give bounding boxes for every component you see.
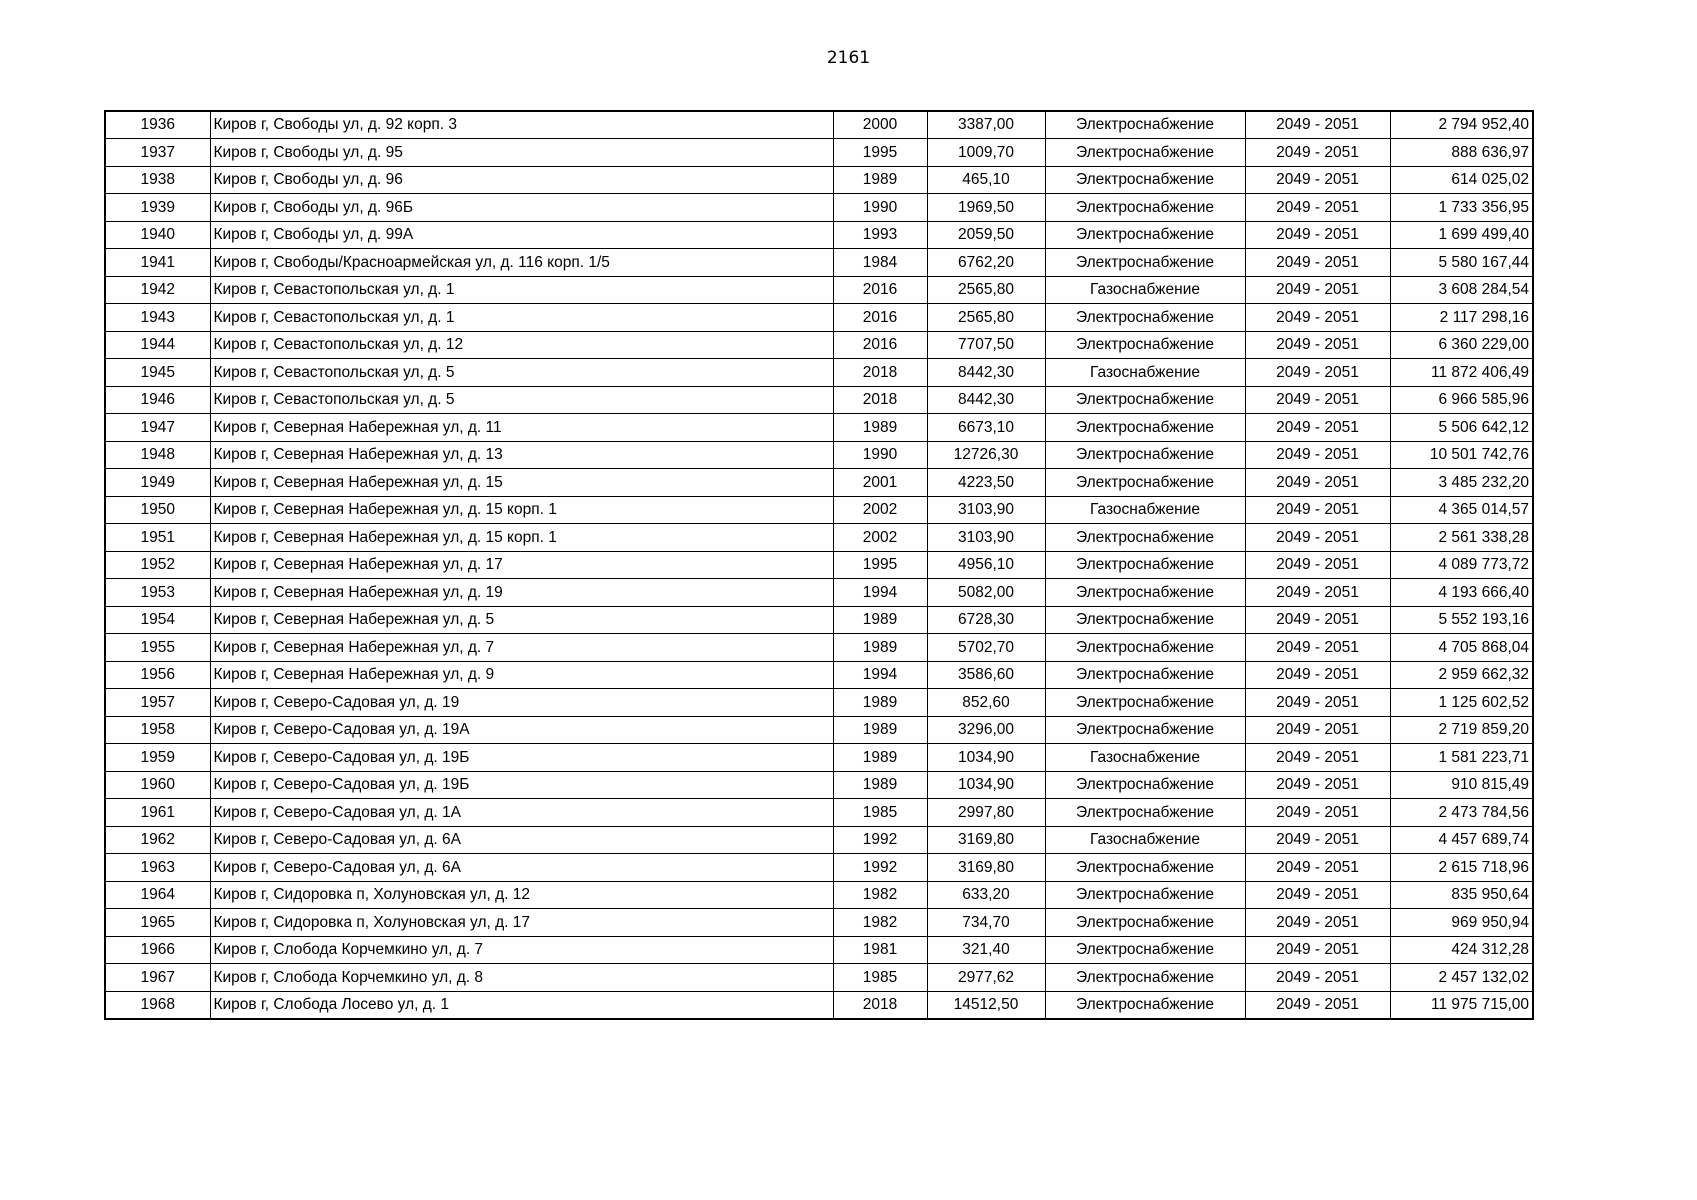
- row-number: 1940: [105, 221, 210, 249]
- cost-cell: 5 552 193,16: [1390, 606, 1533, 634]
- service-cell: Газоснабжение: [1045, 359, 1245, 387]
- table-row: [105, 221, 1533, 249]
- year-cell: 1994: [833, 579, 927, 607]
- cost-cell: 2 117 298,16: [1390, 304, 1533, 332]
- period-cell: 2049 - 2051: [1245, 854, 1390, 882]
- cost-cell: 835 950,64: [1390, 881, 1533, 909]
- year-cell: 2001: [833, 469, 927, 497]
- year-cell: 1985: [833, 964, 927, 992]
- address-cell: Киров г, Северо-Садовая ул, д. 6А: [210, 826, 833, 854]
- table-row: [105, 909, 1533, 937]
- service-cell: Электроснабжение: [1045, 304, 1245, 332]
- service-cell: Электроснабжение: [1045, 111, 1245, 139]
- year-cell: 2018: [833, 359, 927, 387]
- registry-table: [104, 110, 1534, 1020]
- cost-cell: 1 125 602,52: [1390, 689, 1533, 717]
- period-cell: 2049 - 2051: [1245, 634, 1390, 662]
- year-cell: 1989: [833, 716, 927, 744]
- period-cell: 2049 - 2051: [1245, 359, 1390, 387]
- table-row: [105, 139, 1533, 167]
- address-cell: Киров г, Севастопольская ул, д. 5: [210, 386, 833, 414]
- cost-cell: 4 193 666,40: [1390, 579, 1533, 607]
- row-number: 1959: [105, 744, 210, 772]
- cost-cell: 2 457 132,02: [1390, 964, 1533, 992]
- service-cell: Электроснабжение: [1045, 606, 1245, 634]
- table-row: [105, 469, 1533, 497]
- area-cell: 633,20: [927, 881, 1045, 909]
- row-number: 1939: [105, 194, 210, 222]
- address-cell: Киров г, Севастопольская ул, д. 1: [210, 304, 833, 332]
- service-cell: Электроснабжение: [1045, 964, 1245, 992]
- year-cell: 1985: [833, 799, 927, 827]
- year-cell: 1994: [833, 661, 927, 689]
- address-cell: Киров г, Свободы ул, д. 95: [210, 139, 833, 167]
- row-number: 1966: [105, 936, 210, 964]
- table-row: [105, 854, 1533, 882]
- area-cell: 8442,30: [927, 386, 1045, 414]
- period-cell: 2049 - 2051: [1245, 386, 1390, 414]
- row-number: 1937: [105, 139, 210, 167]
- table-row: [105, 964, 1533, 992]
- area-cell: 852,60: [927, 689, 1045, 717]
- address-cell: Киров г, Слобода Лосево ул, д. 1: [210, 991, 833, 1019]
- year-cell: 1989: [833, 166, 927, 194]
- service-cell: Газоснабжение: [1045, 496, 1245, 524]
- table-row: [105, 634, 1533, 662]
- cost-cell: 888 636,97: [1390, 139, 1533, 167]
- address-cell: Киров г, Северная Набережная ул, д. 19: [210, 579, 833, 607]
- address-cell: Киров г, Северная Набережная ул, д. 11: [210, 414, 833, 442]
- area-cell: 1034,90: [927, 744, 1045, 772]
- row-number: 1936: [105, 111, 210, 139]
- address-cell: Киров г, Северная Набережная ул, д. 13: [210, 441, 833, 469]
- cost-cell: 5 506 642,12: [1390, 414, 1533, 442]
- row-number: 1944: [105, 331, 210, 359]
- address-cell: Киров г, Слобода Корчемкино ул, д. 8: [210, 964, 833, 992]
- table-row: [105, 496, 1533, 524]
- table-row: [105, 276, 1533, 304]
- cost-cell: 4 457 689,74: [1390, 826, 1533, 854]
- row-number: 1958: [105, 716, 210, 744]
- period-cell: 2049 - 2051: [1245, 496, 1390, 524]
- row-number: 1960: [105, 771, 210, 799]
- address-cell: Киров г, Севастопольская ул, д. 12: [210, 331, 833, 359]
- address-cell: Киров г, Сидоровка п, Холуновская ул, д. 17: [210, 909, 833, 937]
- period-cell: 2049 - 2051: [1245, 606, 1390, 634]
- address-cell: Киров г, Свободы ул, д. 96Б: [210, 194, 833, 222]
- year-cell: 1981: [833, 936, 927, 964]
- period-cell: 2049 - 2051: [1245, 551, 1390, 579]
- period-cell: 2049 - 2051: [1245, 771, 1390, 799]
- area-cell: 3169,80: [927, 854, 1045, 882]
- area-cell: 2977,62: [927, 964, 1045, 992]
- service-cell: Электроснабжение: [1045, 194, 1245, 222]
- area-cell: 4956,10: [927, 551, 1045, 579]
- row-number: 1956: [105, 661, 210, 689]
- row-number: 1948: [105, 441, 210, 469]
- row-number: 1964: [105, 881, 210, 909]
- table-row: [105, 331, 1533, 359]
- area-cell: 2565,80: [927, 276, 1045, 304]
- page-number: 2161: [826, 48, 871, 68]
- row-number: 1946: [105, 386, 210, 414]
- area-cell: 6728,30: [927, 606, 1045, 634]
- area-cell: 12726,30: [927, 441, 1045, 469]
- table-row: [105, 359, 1533, 387]
- cost-cell: 6 966 585,96: [1390, 386, 1533, 414]
- year-cell: 1989: [833, 606, 927, 634]
- area-cell: 3103,90: [927, 524, 1045, 552]
- period-cell: 2049 - 2051: [1245, 991, 1390, 1019]
- area-cell: 2059,50: [927, 221, 1045, 249]
- year-cell: 1992: [833, 826, 927, 854]
- service-cell: Электроснабжение: [1045, 221, 1245, 249]
- cost-cell: 2 794 952,40: [1390, 111, 1533, 139]
- year-cell: 1995: [833, 551, 927, 579]
- period-cell: 2049 - 2051: [1245, 909, 1390, 937]
- year-cell: 2016: [833, 304, 927, 332]
- row-number: 1961: [105, 799, 210, 827]
- service-cell: Электроснабжение: [1045, 881, 1245, 909]
- period-cell: 2049 - 2051: [1245, 689, 1390, 717]
- address-cell: Киров г, Северо-Садовая ул, д. 19Б: [210, 771, 833, 799]
- row-number: 1962: [105, 826, 210, 854]
- row-number: 1968: [105, 991, 210, 1019]
- period-cell: 2049 - 2051: [1245, 441, 1390, 469]
- table-row: [105, 551, 1533, 579]
- service-cell: Электроснабжение: [1045, 579, 1245, 607]
- service-cell: Газоснабжение: [1045, 826, 1245, 854]
- year-cell: 1995: [833, 139, 927, 167]
- table-row: [105, 936, 1533, 964]
- period-cell: 2049 - 2051: [1245, 111, 1390, 139]
- address-cell: Киров г, Северо-Садовая ул, д. 19: [210, 689, 833, 717]
- period-cell: 2049 - 2051: [1245, 661, 1390, 689]
- area-cell: 3296,00: [927, 716, 1045, 744]
- row-number: 1957: [105, 689, 210, 717]
- cost-cell: 2 959 662,32: [1390, 661, 1533, 689]
- period-cell: 2049 - 2051: [1245, 166, 1390, 194]
- area-cell: 465,10: [927, 166, 1045, 194]
- year-cell: 1989: [833, 689, 927, 717]
- table-row: [105, 689, 1533, 717]
- area-cell: 2997,80: [927, 799, 1045, 827]
- cost-cell: 3 608 284,54: [1390, 276, 1533, 304]
- area-cell: 3103,90: [927, 496, 1045, 524]
- row-number: 1947: [105, 414, 210, 442]
- period-cell: 2049 - 2051: [1245, 304, 1390, 332]
- row-number: 1945: [105, 359, 210, 387]
- cost-cell: 4 705 868,04: [1390, 634, 1533, 662]
- service-cell: Электроснабжение: [1045, 661, 1245, 689]
- address-cell: Киров г, Севастопольская ул, д. 5: [210, 359, 833, 387]
- row-number: 1952: [105, 551, 210, 579]
- address-cell: Киров г, Северная Набережная ул, д. 15 корп. 1: [210, 496, 833, 524]
- year-cell: 1992: [833, 854, 927, 882]
- cost-cell: 2 473 784,56: [1390, 799, 1533, 827]
- table-row: [105, 606, 1533, 634]
- area-cell: 1969,50: [927, 194, 1045, 222]
- area-cell: 5702,70: [927, 634, 1045, 662]
- area-cell: 5082,00: [927, 579, 1045, 607]
- table-row: [105, 304, 1533, 332]
- row-number: 1938: [105, 166, 210, 194]
- table-row: [105, 414, 1533, 442]
- area-cell: 321,40: [927, 936, 1045, 964]
- row-number: 1963: [105, 854, 210, 882]
- period-cell: 2049 - 2051: [1245, 249, 1390, 277]
- year-cell: 2002: [833, 524, 927, 552]
- address-cell: Киров г, Сидоровка п, Холуновская ул, д. 12: [210, 881, 833, 909]
- period-cell: 2049 - 2051: [1245, 524, 1390, 552]
- service-cell: Электроснабжение: [1045, 716, 1245, 744]
- address-cell: Киров г, Свободы ул, д. 92 корп. 3: [210, 111, 833, 139]
- address-cell: Киров г, Северная Набережная ул, д. 9: [210, 661, 833, 689]
- service-cell: Электроснабжение: [1045, 386, 1245, 414]
- address-cell: Киров г, Северо-Садовая ул, д. 19А: [210, 716, 833, 744]
- service-cell: Электроснабжение: [1045, 166, 1245, 194]
- period-cell: 2049 - 2051: [1245, 799, 1390, 827]
- period-cell: 2049 - 2051: [1245, 331, 1390, 359]
- period-cell: 2049 - 2051: [1245, 826, 1390, 854]
- area-cell: 1009,70: [927, 139, 1045, 167]
- area-cell: 1034,90: [927, 771, 1045, 799]
- year-cell: 1990: [833, 441, 927, 469]
- row-number: 1951: [105, 524, 210, 552]
- period-cell: 2049 - 2051: [1245, 139, 1390, 167]
- cost-cell: 4 089 773,72: [1390, 551, 1533, 579]
- service-cell: Электроснабжение: [1045, 249, 1245, 277]
- year-cell: 1982: [833, 909, 927, 937]
- service-cell: Электроснабжение: [1045, 551, 1245, 579]
- period-cell: 2049 - 2051: [1245, 744, 1390, 772]
- service-cell: Газоснабжение: [1045, 276, 1245, 304]
- address-cell: Киров г, Слобода Корчемкино ул, д. 7: [210, 936, 833, 964]
- cost-cell: 1 581 223,71: [1390, 744, 1533, 772]
- area-cell: 3387,00: [927, 111, 1045, 139]
- period-cell: 2049 - 2051: [1245, 936, 1390, 964]
- table-row: [105, 166, 1533, 194]
- row-number: 1949: [105, 469, 210, 497]
- table-row: [105, 661, 1533, 689]
- row-number: 1942: [105, 276, 210, 304]
- table-row: [105, 249, 1533, 277]
- cost-cell: 3 485 232,20: [1390, 469, 1533, 497]
- table-row: [105, 194, 1533, 222]
- table-row: [105, 799, 1533, 827]
- area-cell: 8442,30: [927, 359, 1045, 387]
- cost-cell: 6 360 229,00: [1390, 331, 1533, 359]
- service-cell: Электроснабжение: [1045, 524, 1245, 552]
- table-row: [105, 826, 1533, 854]
- period-cell: 2049 - 2051: [1245, 964, 1390, 992]
- table-row: [105, 771, 1533, 799]
- address-cell: Киров г, Северная Набережная ул, д. 15: [210, 469, 833, 497]
- row-number: 1954: [105, 606, 210, 634]
- service-cell: Электроснабжение: [1045, 689, 1245, 717]
- table-row: [105, 441, 1533, 469]
- row-number: 1943: [105, 304, 210, 332]
- cost-cell: 2 719 859,20: [1390, 716, 1533, 744]
- year-cell: 1989: [833, 414, 927, 442]
- address-cell: Киров г, Севастопольская ул, д. 1: [210, 276, 833, 304]
- row-number: 1953: [105, 579, 210, 607]
- table-row: [105, 744, 1533, 772]
- year-cell: 2018: [833, 386, 927, 414]
- service-cell: Электроснабжение: [1045, 854, 1245, 882]
- service-cell: Электроснабжение: [1045, 139, 1245, 167]
- year-cell: 1993: [833, 221, 927, 249]
- area-cell: 734,70: [927, 909, 1045, 937]
- cost-cell: 1 733 356,95: [1390, 194, 1533, 222]
- cost-cell: 1 699 499,40: [1390, 221, 1533, 249]
- year-cell: 2016: [833, 331, 927, 359]
- address-cell: Киров г, Северо-Садовая ул, д. 19Б: [210, 744, 833, 772]
- address-cell: Киров г, Северная Набережная ул, д. 5: [210, 606, 833, 634]
- address-cell: Киров г, Свободы/Красноармейская ул, д. 116 корп. 1/5: [210, 249, 833, 277]
- address-cell: Киров г, Свободы ул, д. 99А: [210, 221, 833, 249]
- area-cell: 3169,80: [927, 826, 1045, 854]
- row-number: 1955: [105, 634, 210, 662]
- cost-cell: 910 815,49: [1390, 771, 1533, 799]
- period-cell: 2049 - 2051: [1245, 221, 1390, 249]
- row-number: 1950: [105, 496, 210, 524]
- address-cell: Киров г, Северная Набережная ул, д. 15 корп. 1: [210, 524, 833, 552]
- year-cell: 1982: [833, 881, 927, 909]
- cost-cell: 969 950,94: [1390, 909, 1533, 937]
- table-row: [105, 716, 1533, 744]
- year-cell: 1989: [833, 744, 927, 772]
- year-cell: 1984: [833, 249, 927, 277]
- service-cell: Электроснабжение: [1045, 634, 1245, 662]
- area-cell: 4223,50: [927, 469, 1045, 497]
- service-cell: Газоснабжение: [1045, 744, 1245, 772]
- cost-cell: 10 501 742,76: [1390, 441, 1533, 469]
- year-cell: 1989: [833, 771, 927, 799]
- period-cell: 2049 - 2051: [1245, 469, 1390, 497]
- service-cell: Электроснабжение: [1045, 331, 1245, 359]
- cost-cell: 2 615 718,96: [1390, 854, 1533, 882]
- address-cell: Киров г, Северная Набережная ул, д. 7: [210, 634, 833, 662]
- cost-cell: 2 561 338,28: [1390, 524, 1533, 552]
- period-cell: 2049 - 2051: [1245, 716, 1390, 744]
- year-cell: 1990: [833, 194, 927, 222]
- row-number: 1965: [105, 909, 210, 937]
- year-cell: 1989: [833, 634, 927, 662]
- cost-cell: 11 975 715,00: [1390, 991, 1533, 1019]
- cost-cell: 424 312,28: [1390, 936, 1533, 964]
- row-number: 1967: [105, 964, 210, 992]
- table-row: [105, 386, 1533, 414]
- period-cell: 2049 - 2051: [1245, 579, 1390, 607]
- cost-cell: 11 872 406,49: [1390, 359, 1533, 387]
- table-row: [105, 524, 1533, 552]
- registry-table-body: [105, 111, 1533, 1019]
- service-cell: Электроснабжение: [1045, 441, 1245, 469]
- address-cell: Киров г, Северо-Садовая ул, д. 1А: [210, 799, 833, 827]
- area-cell: 3586,60: [927, 661, 1045, 689]
- year-cell: 2016: [833, 276, 927, 304]
- service-cell: Электроснабжение: [1045, 991, 1245, 1019]
- period-cell: 2049 - 2051: [1245, 276, 1390, 304]
- area-cell: 2565,80: [927, 304, 1045, 332]
- year-cell: 2000: [833, 111, 927, 139]
- address-cell: Киров г, Северная Набережная ул, д. 17: [210, 551, 833, 579]
- table-row: [105, 111, 1533, 139]
- area-cell: 7707,50: [927, 331, 1045, 359]
- cost-cell: 4 365 014,57: [1390, 496, 1533, 524]
- year-cell: 2018: [833, 991, 927, 1019]
- service-cell: Электроснабжение: [1045, 909, 1245, 937]
- period-cell: 2049 - 2051: [1245, 194, 1390, 222]
- area-cell: 6673,10: [927, 414, 1045, 442]
- table-row: [105, 579, 1533, 607]
- address-cell: Киров г, Свободы ул, д. 96: [210, 166, 833, 194]
- period-cell: 2049 - 2051: [1245, 881, 1390, 909]
- area-cell: 6762,20: [927, 249, 1045, 277]
- table-row: [105, 881, 1533, 909]
- service-cell: Электроснабжение: [1045, 414, 1245, 442]
- period-cell: 2049 - 2051: [1245, 414, 1390, 442]
- service-cell: Электроснабжение: [1045, 771, 1245, 799]
- area-cell: 14512,50: [927, 991, 1045, 1019]
- row-number: 1941: [105, 249, 210, 277]
- service-cell: Электроснабжение: [1045, 936, 1245, 964]
- address-cell: Киров г, Северо-Садовая ул, д. 6А: [210, 854, 833, 882]
- cost-cell: 5 580 167,44: [1390, 249, 1533, 277]
- cost-cell: 614 025,02: [1390, 166, 1533, 194]
- table-row: [105, 991, 1533, 1019]
- service-cell: Электроснабжение: [1045, 469, 1245, 497]
- service-cell: Электроснабжение: [1045, 799, 1245, 827]
- year-cell: 2002: [833, 496, 927, 524]
